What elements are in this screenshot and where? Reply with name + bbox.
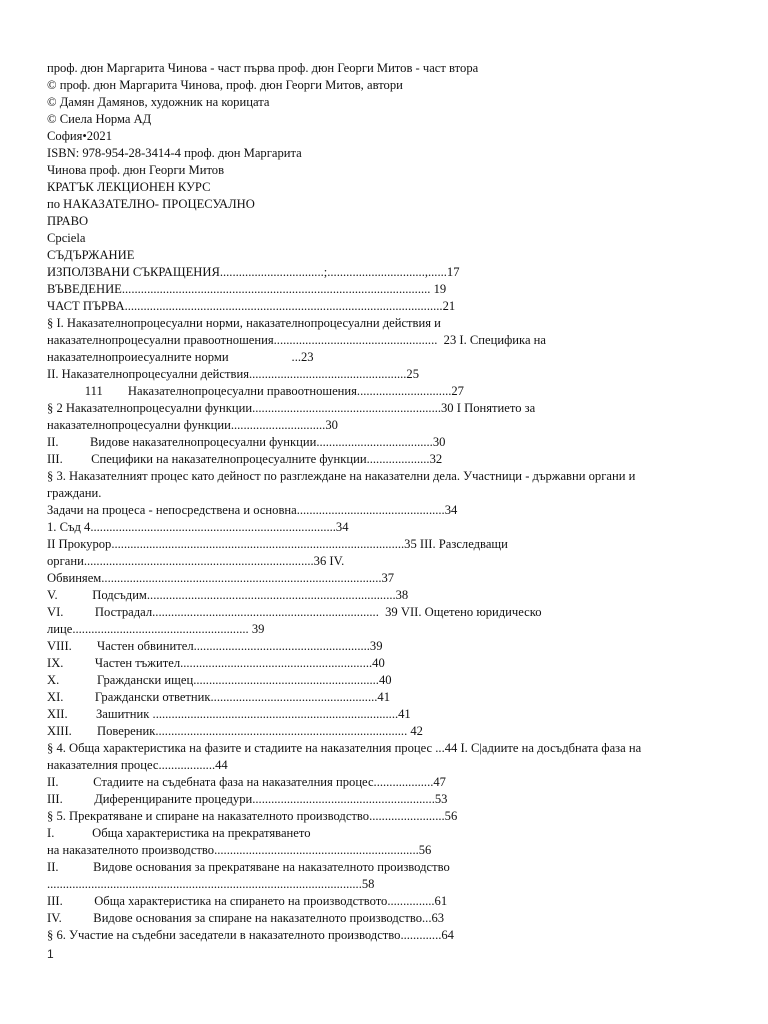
toc-line: II. Видове основания за прекратяване на наказателното производство	[47, 860, 450, 874]
toc-line: I. Обща характеристика на прекратяването	[47, 826, 311, 840]
toc-line: XIII. Повереник................................................................................ 42	[47, 724, 423, 738]
toc-line: III. Специфики на наказателнопроцесуалните функции....................32	[47, 452, 443, 466]
toc-line: наказателния процес..................44	[47, 758, 228, 772]
page-number: 1	[47, 947, 54, 961]
toc-line: ЧАСТ ПЪРВА.....................................................................................................21	[47, 299, 456, 313]
toc-line: II. Видове наказателнопроцесуални функции.....................................30	[47, 435, 446, 449]
toc-line: III. Обща характеристика на спирането на производството...............61	[47, 894, 448, 908]
toc-line: § 2 Наказателнопроцесуални функции............................................................30 I Понятието за	[47, 401, 536, 415]
place-year: София•2021	[47, 129, 112, 143]
toc-line: II Прокурор.............................................................................................35 III. Разследващи	[47, 537, 508, 551]
toc-line: VI. Пострадал........................................................................ 39 VII. Ощетено юридическо	[47, 605, 542, 619]
toc-line: лице........................................................ 39	[47, 622, 265, 636]
authors-continued: Чинова проф. дюн Георги Митов	[47, 163, 225, 177]
toc-line: Задачи на процеса - непосредствена и основна...............................................34	[47, 503, 458, 517]
toc-line: ИЗПОЛЗВАНИ СЪКРАЩЕНИЯ.................................;...............................,......17	[47, 265, 460, 279]
book-title-line1: по НАКАЗАТЕЛНО- ПРОЦЕСУАЛНО	[47, 197, 255, 211]
toc-line: Обвиняем.........................................................................................37	[47, 571, 395, 585]
contents-heading: СЪДЪРЖАНИЕ	[47, 248, 135, 262]
isbn-line: ISBN: 978-954-28-3414-4 проф. дюн Маргарита	[47, 146, 302, 160]
toc-line: ....................................................................................................58	[47, 877, 375, 891]
toc-line: 1. Съд 4..............................................................................34	[47, 520, 349, 534]
toc-line: ВЪВЕДЕНИЕ.................................................................................................. 19	[47, 282, 447, 296]
authors-line: проф. дюн Маргарита Чинова - част първа проф. дюн Георги Митов - част втора	[47, 61, 479, 75]
toc-line: IX. Частен тъжител.............................................................40	[47, 656, 385, 670]
copyright-publisher: © Сиела Норма АД	[47, 112, 152, 126]
toc-line: органи.........................................................................36 IV.	[47, 554, 345, 568]
toc-line: § 4. Обща характеристика на фазите и стадиите на наказателния процес ...44 I. С|адиите на досъдбната фаза на	[47, 741, 642, 755]
toc-line: XII. Зашитник ..............................................................................41	[47, 707, 411, 721]
toc-line: III. Диференцираните процедури..........................................................53	[47, 792, 448, 806]
toc-line: наказателнопроиесуалните норми ...23	[47, 350, 314, 364]
toc-line: II. Стадиите на съдебната фаза на наказателния процес...................47	[47, 775, 446, 789]
toc-line: § 3. Наказателният процес като дейност по разглеждане на наказателни дела. Участници - държавни органи и	[47, 469, 636, 483]
toc-line: VIII. Частен обвинител........................................................39	[47, 639, 383, 653]
toc-line: V. Подсъдим...............................................................................38	[47, 588, 409, 602]
toc-line: наказателнопроцесуални функции..............................30	[47, 418, 338, 432]
toc-line: XI. Граждански ответник.....................................................41	[47, 690, 390, 704]
toc-line: X. Граждански ищец...........................................................40	[47, 673, 392, 687]
toc-line: граждани.	[47, 486, 102, 500]
book-subtitle: КРАТЪК ЛЕКЦИОНЕН КУРС	[47, 180, 211, 194]
toc-line: IV. Видове основания за спиране на наказателното производство...63	[47, 911, 445, 925]
toc-line: § I. Наказателнопроцесуални норми, наказателнопроцесуални действия и	[47, 316, 441, 330]
toc-line: § 6. Участие на съдебни заседатели в наказателното производство.............64	[47, 928, 454, 942]
toc-line: наказателнопроцесуални правоотношения.................................................... 23 I. Специфика на	[47, 333, 547, 347]
toc-line: § 5. Прекратяване и спиране на наказателното производство........................56	[47, 809, 458, 823]
publisher-mark: Cpciela	[47, 231, 86, 245]
toc-line: 111 Наказателнопроцесуални правоотношения..............................27	[47, 384, 464, 398]
book-title-line2: ПРАВО	[47, 214, 89, 228]
toc-line: на наказателното производство.................................................................56	[47, 843, 432, 857]
copyright-authors: © проф. дюн Маргарита Чинова, проф. дюн Георги Митов, автори	[47, 78, 403, 92]
copyright-cover-artist: © Дамян Дамянов, художник на корицата	[47, 95, 270, 109]
toc-line: II. Наказателнопроцесуални действия..................................................25	[47, 367, 420, 381]
